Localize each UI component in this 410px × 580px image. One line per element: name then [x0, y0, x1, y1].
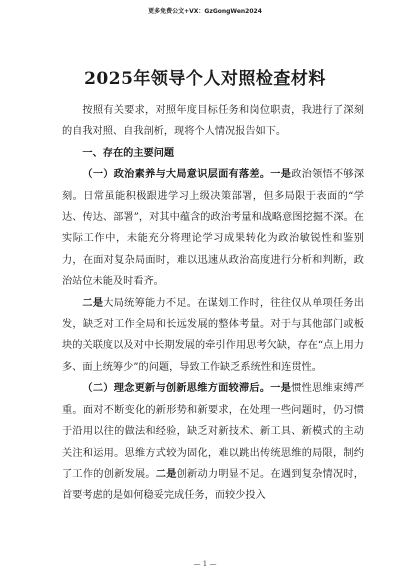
point-lead: 二是 — [82, 297, 104, 309]
subsection-heading-2: （二）理念更新与创新思维方面较滞后。 — [82, 383, 271, 395]
point-text: 惯性思维束缚严重。面对不断变化的新形势和新要求，在处理一些问题时，仍习惯于沿用以往的做法和经验，缺乏对新技术、新工具、新模式的主动关注和运用。思维方式较为固化，难以跳出传统思维的局限，制约了工作的创新发展。 — [62, 383, 365, 480]
subsection-2-paragraph — [62, 378, 364, 506]
page-header: 更多免费公文+VX：GzGongWen2024 — [148, 8, 262, 15]
point-lead: 一是 — [270, 169, 292, 181]
subsection-heading-1: （一）政治素养与大局意识层面有落差。 — [82, 169, 271, 181]
subsection-1-paragraph — [62, 164, 364, 292]
point-lead: 一是 — [270, 383, 292, 395]
point-text: 创新动力明显不足。在遇到复杂情况时，首要考虑的是如何稳妥完成任务，而较少投入 — [62, 468, 364, 502]
document-title: 2025年领导个人对照检查材料 — [84, 69, 326, 89]
subsection-1-paragraph-2 — [62, 293, 364, 379]
intro-paragraph: 按照有关要求，对照年度目标任务和岗位职责，我进行了深刻的自我对照、自我剖析，现将个人情况报告如下。 — [62, 105, 364, 138]
point-text: 大局统筹能力不足。在谋划工作时，往往仅从单项任务出发，缺乏对工作全局和长远发展的整体考量。对于与其他部门或板块的关联度以及对中长期发展的牵引作用思考欠缺，存在“点上用力多、面上统筹少”的问题，导致工作缺乏系统性和连贯性。 — [62, 297, 365, 373]
page-number: — 1 — — [193, 560, 217, 568]
point-lead: 二是 — [155, 468, 177, 480]
document-body — [62, 100, 364, 507]
section-heading-1: 一、存在的主要问题 — [82, 147, 175, 159]
point-text: 政治领悟不够深刻。日常虽能积极跟进学习上级决策部署，但多局限于表面的“学达、传达、部署”，对其中蕴含的政治考量和战略意图挖掘不深。在实际工作中，未能充分将理论学习成果转化为政治敏锐性和鉴别力，在面对复杂局面时，难以迅速从政治高度进行分析和判断，政治站位未能及时看齐。 — [62, 169, 365, 288]
